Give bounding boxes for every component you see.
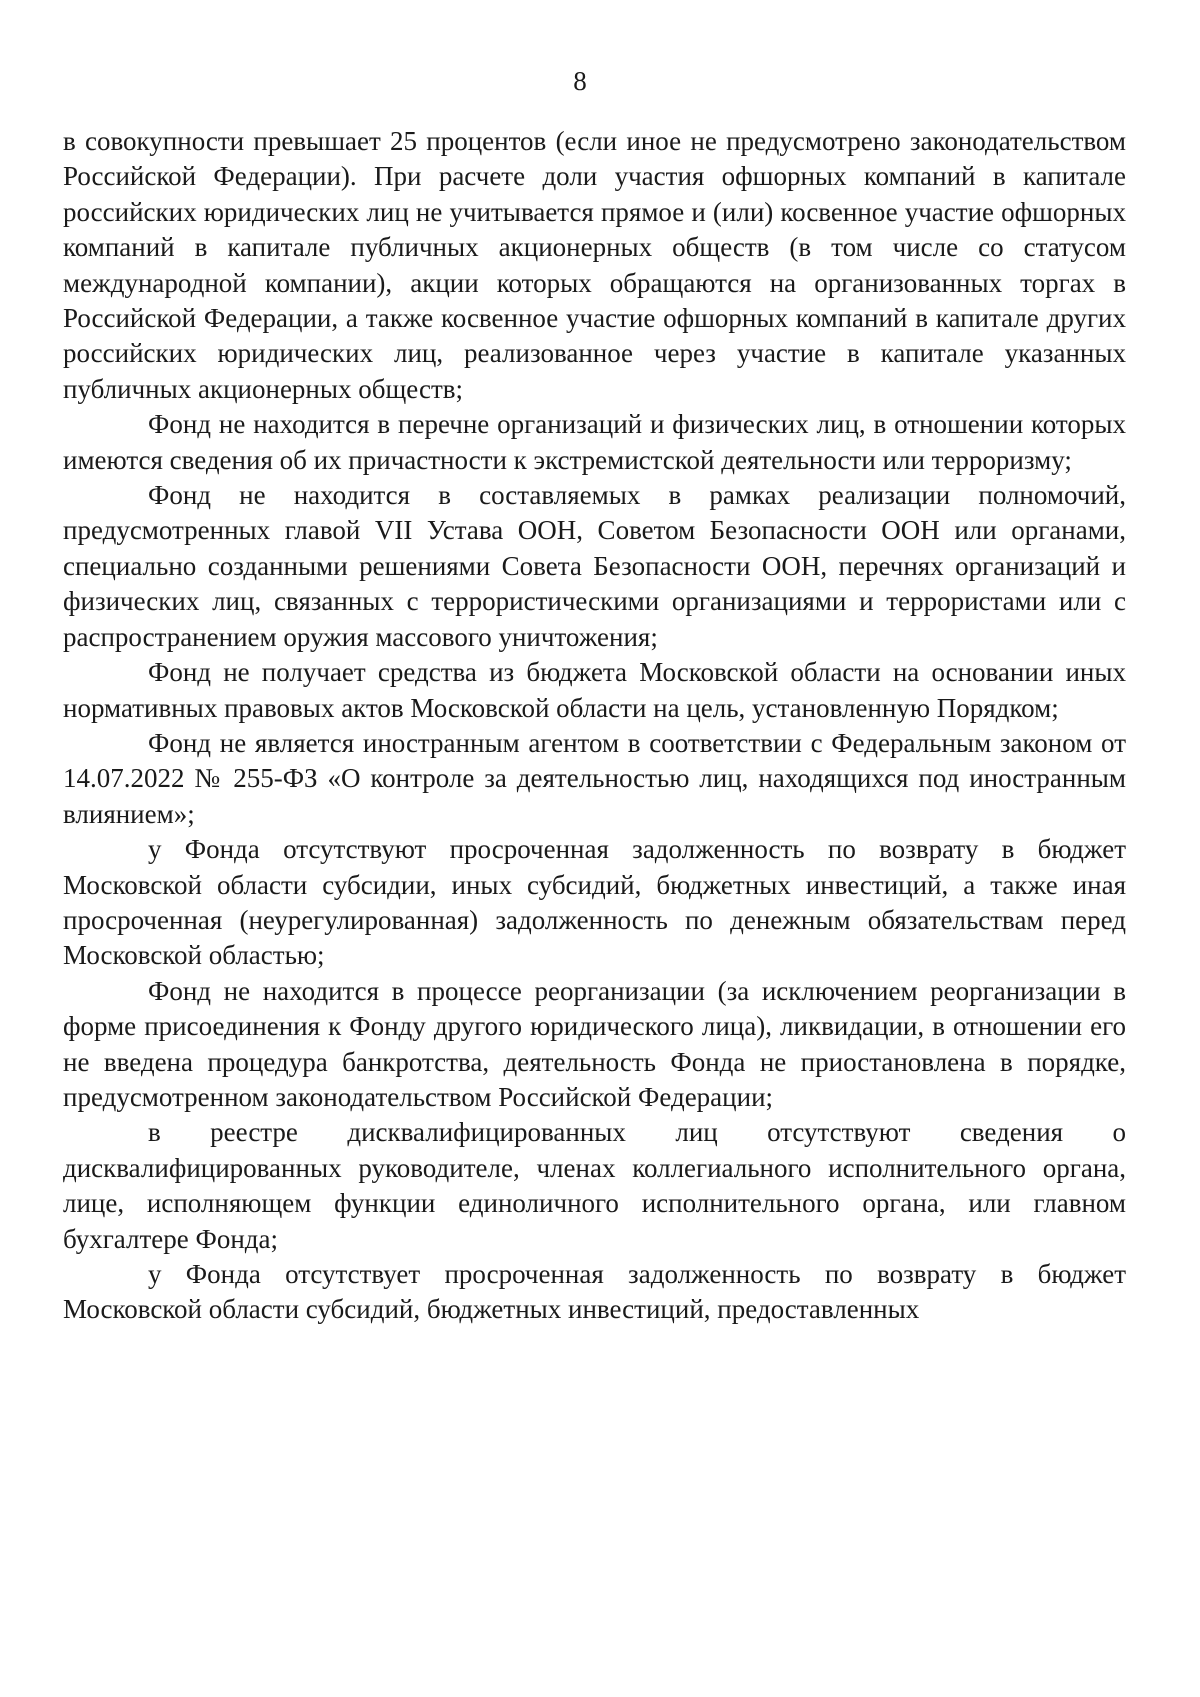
paragraph-foreign-agent: Фонд не является иностранным агентом в соответствии с Федеральным законом от 14.07.2022 № 255-ФЗ «О контроле за деятельностью лиц, находящихся под иностранным влиянием»; [63, 727, 1126, 829]
paragraph-extremism-list: Фонд не находится в перечне организаций и физических лиц, в отношении которых имеются сведения об их причастности к экстремистской деятельности или терроризму; [63, 409, 1126, 475]
page-number: 8 [573, 66, 587, 96]
paragraph-budget-funds: Фонд не получает средства из бюджета Московской области на основании иных нормативных правовых актов Московской области на цель, установленную Порядком; [63, 657, 1126, 723]
paragraph-overdue-investments: у Фонда отсутствует просроченная задолженность по возврату в бюджет Московской области субсидий, бюджетных инвестиций, предоставленных [63, 1259, 1126, 1325]
paragraph-un-sanctions-list: Фонд не находится в составляемых в рамках реализации полномочий, предусмотренных главой VII Устава ООН, Советом Безопасности ООН или органами, специально созданными решениями Совета Безопасности ООН, перечнях организаций и физических лиц, связанных с террористическими организациями и террористами или с распространением оружия массового уничтожения; [63, 480, 1126, 652]
paragraph-overdue-debt: у Фонда отсутствуют просроченная задолженность по возврату в бюджет Московской области субсидии, иных субсидий, бюджетных инвестиций, а также иная просроченная (неурегулированная) задолженность по денежным обязательствам перед Московской областью; [63, 834, 1126, 971]
document-body [63, 124, 1126, 1328]
paragraph-reorganization: Фонд не находится в процессе реорганизации (за исключением реорганизации в форме присоединения к Фонду другого юридического лица), ликвидации, в отношении его не введена процедура банкротства, деятельность Фонда не приостановлена в порядке, предусмотренном законодательством Российской Федерации; [63, 975, 1126, 1112]
paragraph-continuation: в совокупности превышает 25 процентов (если иное не предусмотрено законодательством Российской Федерации). При расчете доли участия офшорных компаний в капитале российских юридических лиц не учитывается прямое и (или) косвенное участие офшорных компаний в капитале публичных акционерных обществ (в том числе со статусом международной компании), акции которых обращаются на организованных торгах в Российской Федерации, а также косвенное участие офшорных компаний в капитале других российских юридических лиц, реализованное через участие в капитале указанных публичных акционерных обществ; [63, 126, 1126, 404]
paragraph-disqualified-persons: в реестре дисквалифицированных лиц отсутствуют сведения о дисквалифицированных руководителе, членах коллегиального исполнительного органа, лице, исполняющем функции единоличного исполнительного органа, или главном бухгалтере Фонда; [63, 1117, 1126, 1254]
